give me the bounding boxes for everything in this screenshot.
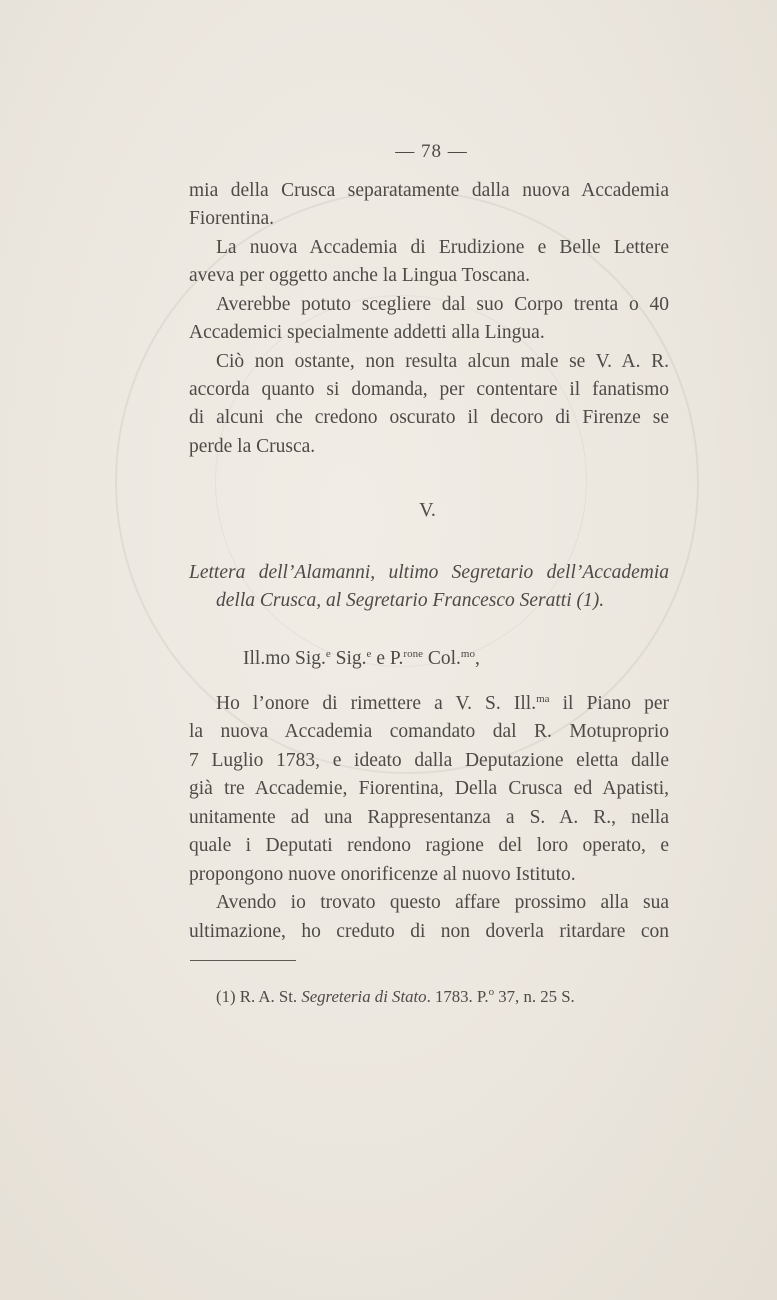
salutation-superscript: e xyxy=(325,648,331,660)
letter-body-line: già tre Accademie, Fiorentina, Della Crusca ed Apatisti, xyxy=(189,778,669,799)
letter-body-superscript: ma xyxy=(536,693,550,705)
section-heading: V. xyxy=(419,499,436,521)
paragraph-line: Accademici specialmente addetti alla Lingua. xyxy=(189,322,545,343)
paragraph-line: mia della Crusca separatamente dalla nuova Accademia xyxy=(189,180,669,201)
letter-body-text: il Piano per xyxy=(549,693,669,714)
paragraph-line: Ciò non ostante, non resulta alcun male se V. A. R. xyxy=(216,351,669,372)
letter-title-line: della Crusca, al Segretario Francesco Seratti (1). xyxy=(216,590,605,611)
salutation-part: Col. xyxy=(422,648,461,669)
letter-body-line: quale i Deputati rendono ragione del loro operato, e xyxy=(189,835,669,856)
paragraph-line: La nuova Accademia di Erudizione e Belle Lettere xyxy=(216,237,669,258)
footnote-label: (1) R. A. St. xyxy=(216,987,302,1006)
salutation-superscript: rone xyxy=(403,648,423,660)
letter-body-text: Ho l’onore di rimettere a V. S. Ill. xyxy=(216,693,537,714)
paragraph-line: aveva per oggetto anche la Lingua Toscana. xyxy=(189,265,531,286)
letter-body-line: Avendo io trovato questo affare prossimo alla sua xyxy=(216,892,669,913)
salutation xyxy=(243,649,480,669)
letter-body-line: unitamente ad una Rappresentanza a S. A. R., nella xyxy=(189,807,669,828)
paragraph-line: Averebbe potuto scegliere dal suo Corpo trenta o 40 xyxy=(216,294,669,315)
letter-body-line xyxy=(216,694,669,714)
letter-title-line: Lettera dell’Alamanni, ultimo Segretario dell’Accademia xyxy=(189,562,669,583)
salutation-part: e P. xyxy=(371,648,404,669)
letter-body-line: 7 Luglio 1783, e ideato dalla Deputazione eletta dalle xyxy=(189,750,669,771)
salutation-part: Sig. xyxy=(330,648,367,669)
footnote-divider xyxy=(190,960,296,961)
paragraph-line: accorda quanto si domanda, per contentare il fanatismo xyxy=(189,379,669,400)
paragraph-line: di alcuni che credono oscurato il decoro di Firenze se xyxy=(189,407,669,428)
footnote-details: . 1783. P. xyxy=(426,987,489,1006)
page-number: — 78 — xyxy=(395,141,468,162)
footnote-end: 37, n. 25 S. xyxy=(494,987,575,1006)
footnote-superscript: o xyxy=(488,986,495,998)
letter-body-line: propongono nuove onorificenze al nuovo Istituto. xyxy=(189,864,576,885)
paragraph-line: perde la Crusca. xyxy=(189,436,316,457)
letter-body-line: la nuova Accademia comandato dal R. Motuproprio xyxy=(189,721,669,742)
paragraph-line: Fiorentina. xyxy=(189,208,275,229)
footnote-source: Segreteria di Stato xyxy=(301,987,427,1006)
salutation-superscript: mo xyxy=(460,648,475,660)
salutation-part: Ill.mo Sig. xyxy=(243,648,326,669)
footnote xyxy=(216,986,575,1007)
letter-body-line: ultimazione, ho creduto di non doverla ritardare con xyxy=(189,921,669,942)
salutation-superscript: e xyxy=(366,648,372,660)
salutation-part: , xyxy=(474,648,480,669)
